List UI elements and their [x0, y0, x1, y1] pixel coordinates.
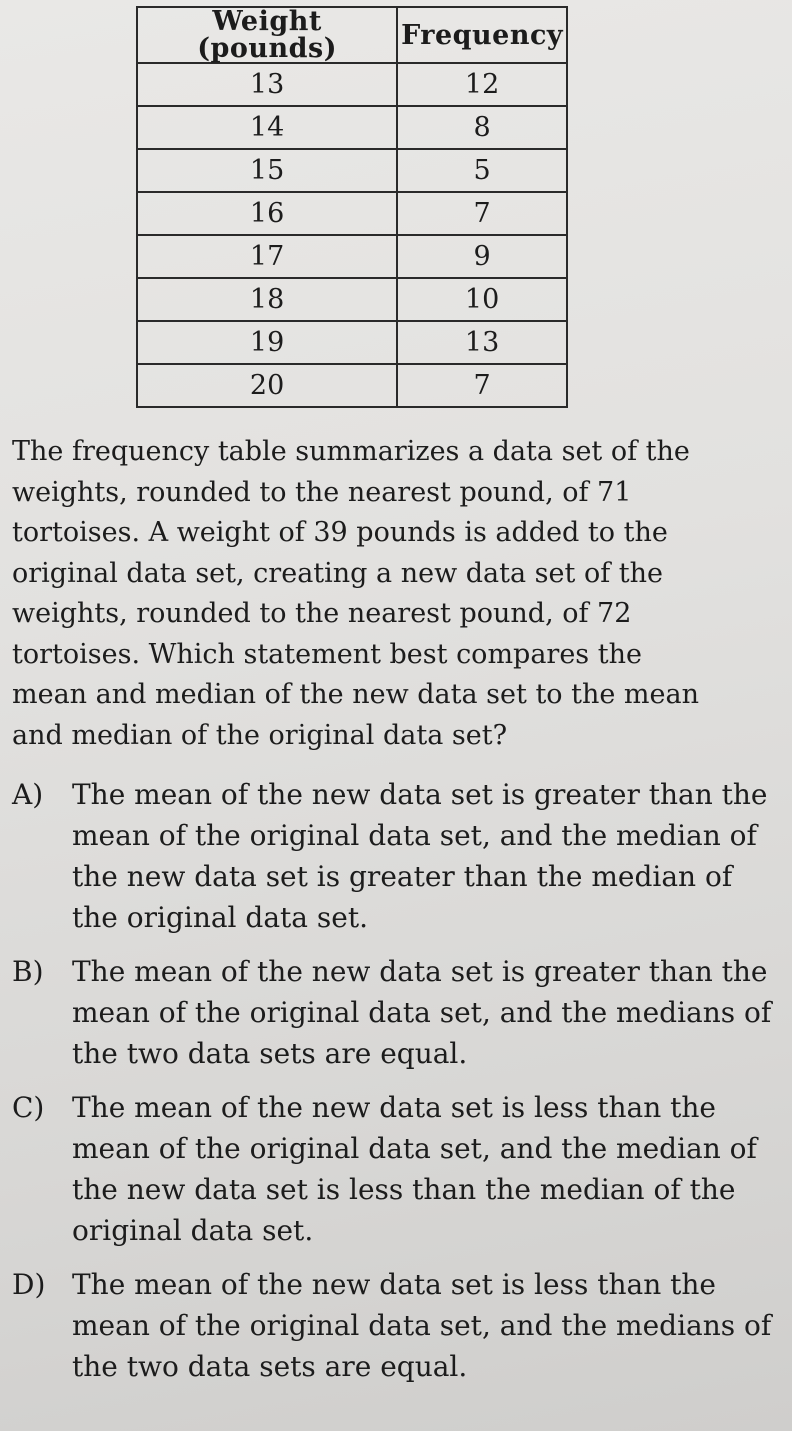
frequency-column-header: Frequency [397, 7, 567, 63]
table-row [137, 235, 567, 278]
question-text: The frequency table summarizes a data set of the weights, rounded to the nearest pound, of 71 tortoises. A weight of 39 pounds is added to the original data set, creating a new data set of the weights, rounded to the nearest pound, of 72 tortoises. Which statement best compares the mean and median of the new data set to the mean and median of the original data set? [12, 436, 699, 751]
weight-cell: 19 [137, 321, 397, 364]
answer-choices [12, 774, 782, 1400]
frequency-cell: 9 [397, 235, 567, 278]
weight-cell: 14 [137, 106, 397, 149]
weight-cell: 16 [137, 192, 397, 235]
table-row [137, 63, 567, 106]
weight-cell: 15 [137, 149, 397, 192]
choice-text: The mean of the new data set is greater than the mean of the original data set, and the median of the new data set is greater than the median of the original data set. [72, 778, 768, 934]
weight-cell: 18 [137, 278, 397, 321]
table-row [137, 321, 567, 364]
choice-letter: B) [12, 955, 44, 988]
choice-text: The mean of the new data set is less than the mean of the original data set, and the medians of the two data sets are equal. [72, 1268, 772, 1383]
weight-cell: 13 [137, 63, 397, 106]
frequency-cell: 13 [397, 321, 567, 364]
frequency-cell: 7 [397, 192, 567, 235]
choice-letter: C) [12, 1091, 45, 1124]
choice-a[interactable] [12, 774, 782, 938]
frequency-cell: 12 [397, 63, 567, 106]
table-row [137, 364, 567, 407]
table-row [137, 192, 567, 235]
weight-cell: 20 [137, 364, 397, 407]
choice-text: The mean of the new data set is less than the mean of the original data set, and the median of the new data set is less than the median of the original data set. [72, 1091, 757, 1247]
table-row [137, 106, 567, 149]
choice-d[interactable] [12, 1264, 782, 1387]
table-header-row [137, 7, 567, 63]
choice-letter: A) [12, 778, 44, 811]
choice-c[interactable] [12, 1087, 782, 1251]
frequency-cell: 5 [397, 149, 567, 192]
table-row [137, 278, 567, 321]
weight-cell: 17 [137, 235, 397, 278]
weight-column-header: Weight (pounds) [137, 7, 397, 63]
frequency-table [136, 6, 568, 408]
choice-letter: D) [12, 1268, 46, 1301]
frequency-cell: 7 [397, 364, 567, 407]
frequency-cell: 10 [397, 278, 567, 321]
choice-text: The mean of the new data set is greater than the mean of the original data set, and the medians of the two data sets are equal. [72, 955, 772, 1070]
frequency-cell: 8 [397, 106, 567, 149]
table-row [137, 149, 567, 192]
choice-b[interactable] [12, 951, 782, 1074]
